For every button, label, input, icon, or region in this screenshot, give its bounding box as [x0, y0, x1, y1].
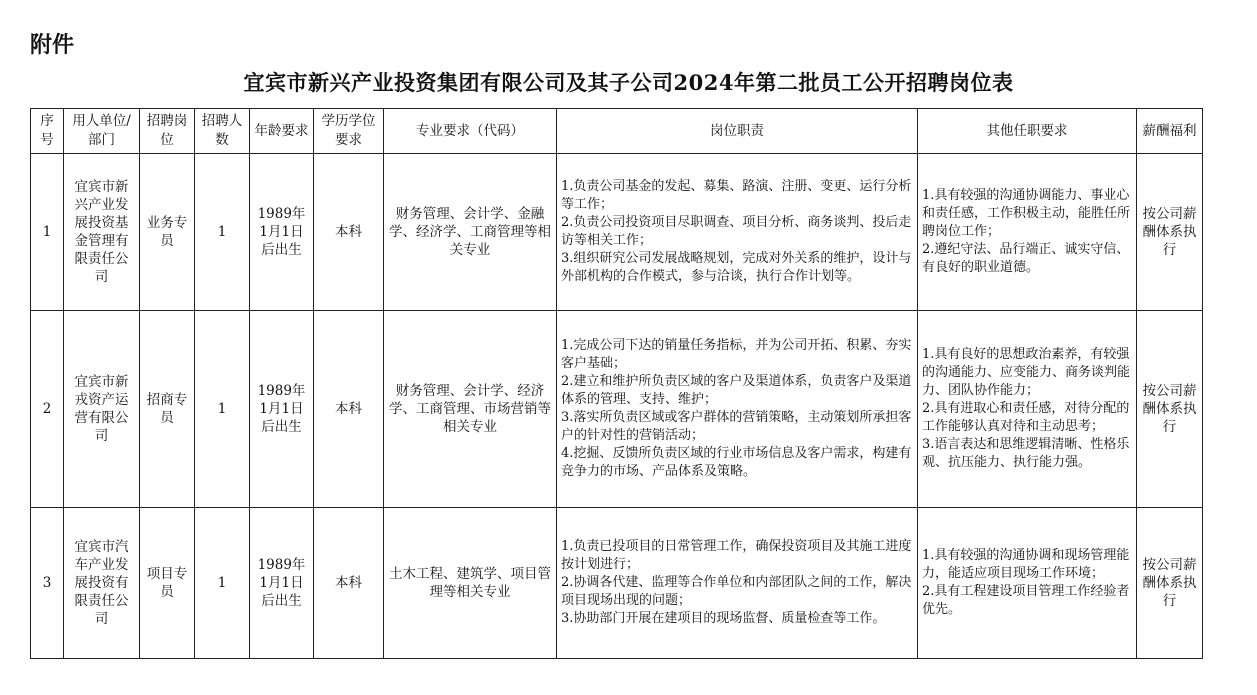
- duty-line: 3.组织研究公司发展战略规划，完成对外关系的维护，设计与外部机构的合作模式，参与洽谈，执行合作计划等。: [561, 251, 912, 284]
- header-age: 年龄要求: [250, 109, 314, 154]
- cell-seq: 1: [31, 154, 64, 311]
- cell-duties: [557, 311, 918, 508]
- header-salary: 薪酬福利: [1137, 109, 1203, 154]
- cell-age: 1989年1月1日后出生: [250, 508, 314, 659]
- cell-education: 本科: [314, 311, 384, 508]
- duty-line: 1.负责已投项目的日常管理工作，确保投资项目及其施工进度按计划进行；: [561, 539, 912, 572]
- cell-count: 1: [195, 508, 250, 659]
- table-row: [31, 311, 1203, 508]
- header-unit: 用人单位/部门: [64, 109, 140, 154]
- cell-salary: 按公司薪酬体系执行: [1137, 154, 1203, 311]
- cell-position: 招商专员: [140, 311, 195, 508]
- cell-unit: 宜宾市汽车产业发展投资有限责任公司: [64, 508, 140, 659]
- cell-position: 业务专员: [140, 154, 195, 311]
- cell-other: [918, 508, 1137, 659]
- cell-seq: 2: [31, 311, 64, 508]
- header-row: [31, 109, 1203, 154]
- duty-line: 2.负责公司投资项目尽职调查、项目分析、商务谈判、投后走访等相关工作；: [561, 215, 912, 248]
- duty-line: 1.负责公司基金的发起、募集、路演、注册、变更、运行分析等工作；: [561, 179, 912, 212]
- duty-line: 2.协调各代建、监理等合作单位和内部团队之间的工作，解决项目现场出现的问题；: [561, 575, 912, 608]
- other-line: 2.遵纪守法、品行端正、诚实守信、有良好的职业道德。: [922, 242, 1130, 275]
- cell-other: [918, 154, 1137, 311]
- other-line: 1.具有较强的沟通协调能力、事业心和责任感，工作积极主动，能胜任所聘岗位工作；: [922, 188, 1131, 239]
- other-line: 1.具有较强的沟通协调和现场管理能力，能适应项目现场工作环境；: [922, 548, 1130, 581]
- table-row: [31, 508, 1203, 659]
- other-line: 1.具有良好的思想政治素养，有较强的沟通能力、应变能力、商务谈判能力、团队协作能力；: [922, 347, 1131, 398]
- cell-position: 项目专员: [140, 508, 195, 659]
- cell-education: 本科: [314, 154, 384, 311]
- header-major: 专业要求（代码）: [384, 109, 557, 154]
- cell-seq: 3: [31, 508, 64, 659]
- header-position: 招聘岗位: [140, 109, 195, 154]
- header-count: 招聘人数: [195, 109, 250, 154]
- cell-major: 土木工程、建筑学、项目管理等相关专业: [384, 508, 557, 659]
- page-title: 宜宾市新兴产业投资集团有限公司及其子公司2024年第二批员工公开招聘岗位表: [243, 70, 1014, 95]
- cell-unit: 宜宾市新兴产业发展投资基金管理有限责任公司: [64, 154, 140, 311]
- cell-age: 1989年1月1日后出生: [250, 311, 314, 508]
- cell-salary: 按公司薪酬体系执行: [1137, 311, 1203, 508]
- recruitment-table: [30, 108, 1203, 659]
- header-other: 其他任职要求: [918, 109, 1137, 154]
- cell-other: [918, 311, 1137, 508]
- attachment-label: 附件: [30, 33, 75, 58]
- other-line: 3.语言表达和思维逻辑清晰、性格乐观、抗压能力、执行能力强。: [922, 437, 1130, 470]
- cell-age: 1989年1月1日后出生: [250, 154, 314, 311]
- duty-line: 4.挖掘、反馈所负责区域的行业市场信息及客户需求，构建有竞争力的市场、产品体系及策略。: [561, 446, 912, 479]
- cell-duties: [557, 508, 918, 659]
- table-row: [31, 154, 1203, 311]
- duty-line: 2.建立和维护所负责区域的客户及渠道体系，负责客户及渠道体系的管理、支持、维护；: [561, 374, 912, 407]
- cell-count: 1: [195, 154, 250, 311]
- duty-line: 3.落实所负责区域或客户群体的营销策略，主动策划所承担客户的针对性的营销活动；: [561, 410, 912, 443]
- cell-count: 1: [195, 311, 250, 508]
- other-line: 2.具有进取心和责任感，对待分配的工作能够认真对待和主动思考；: [922, 401, 1130, 434]
- header-duties: 岗位职责: [557, 109, 918, 154]
- cell-major: 财务管理、会计学、金融学、经济学、工商管理等相关专业: [384, 154, 557, 311]
- cell-salary: 按公司薪酬体系执行: [1137, 508, 1203, 659]
- header-education: 学历学位要求: [314, 109, 384, 154]
- header-seq: 序号: [31, 109, 64, 154]
- other-line: 2.具有工程建设项目管理工作经验者优先。: [922, 584, 1130, 617]
- duty-line: 3.协助部门开展在建项目的现场监督、质量检查等工作。: [561, 611, 886, 626]
- cell-education: 本科: [314, 508, 384, 659]
- cell-major: 财务管理、会计学、经济学、工商管理、市场营销等相关专业: [384, 311, 557, 508]
- cell-duties: [557, 154, 918, 311]
- cell-unit: 宜宾市新戎资产运营有限公司: [64, 311, 140, 508]
- duty-line: 1.完成公司下达的销量任务指标，并为公司开拓、积累、夯实客户基础；: [561, 338, 912, 371]
